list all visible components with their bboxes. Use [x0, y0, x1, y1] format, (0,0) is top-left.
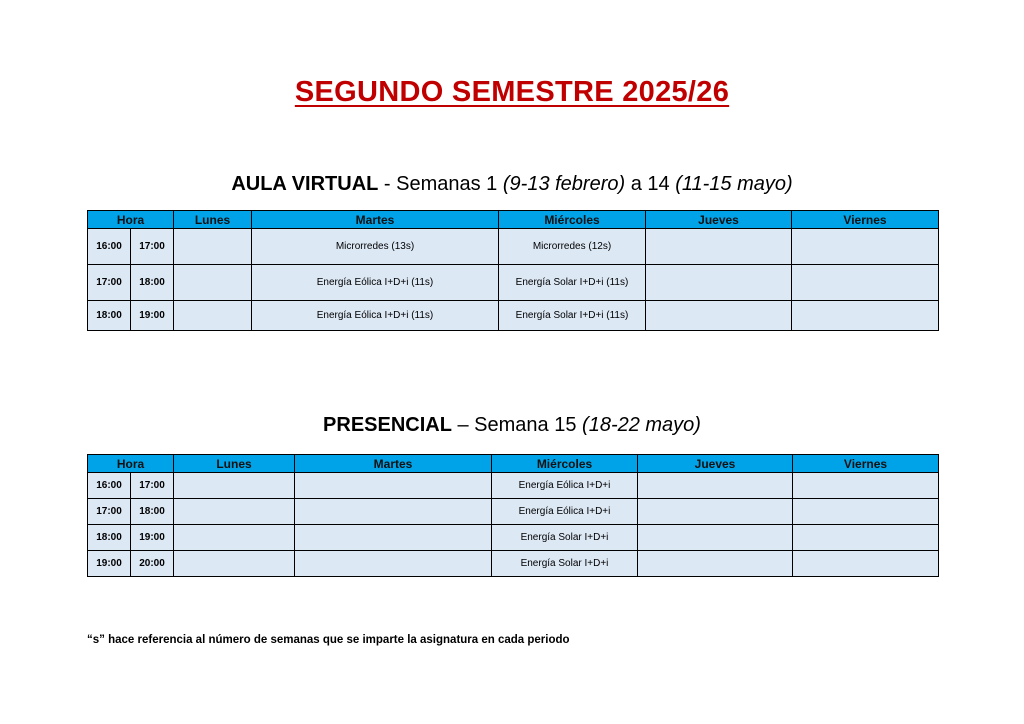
start-time: 17:00 [88, 499, 131, 525]
cell-viernes [792, 265, 939, 301]
footnote: “s” hace referencia al número de semanas que se imparte la asignatura en cada periodo [87, 634, 570, 646]
presencial-section-heading [0, 414, 1024, 437]
virtual-heading-label: AULA VIRTUAL [231, 173, 379, 195]
cell-miercoles: Energía Solar I+D+i [492, 525, 638, 551]
table-row [88, 229, 939, 265]
header-hora: Hora [88, 211, 174, 229]
cell-miercoles: Energía Solar I+D+i [492, 551, 638, 577]
cell-miercoles: Energía Eólica I+D+i [492, 473, 638, 499]
table-row [88, 473, 939, 499]
cell-viernes [793, 473, 939, 499]
cell-miercoles: Energía Solar I+D+i (11s) [499, 301, 646, 331]
header-lunes: Lunes [174, 455, 295, 473]
cell-lunes [174, 301, 252, 331]
header-hora: Hora [88, 455, 174, 473]
end-time: 18:00 [131, 499, 174, 525]
cell-miercoles: Microrredes (12s) [499, 229, 646, 265]
table-row [88, 265, 939, 301]
header-martes: Martes [295, 455, 492, 473]
cell-miercoles: Energía Eólica I+D+i [492, 499, 638, 525]
cell-viernes [793, 499, 939, 525]
cell-martes [295, 499, 492, 525]
cell-jueves [638, 551, 793, 577]
end-time: 20:00 [131, 551, 174, 577]
cell-martes: Energía Eólica I+D+i (11s) [252, 265, 499, 301]
header-martes: Martes [252, 211, 499, 229]
cell-jueves [638, 525, 793, 551]
start-time: 16:00 [88, 473, 131, 499]
virtual-heading-weeks: - Semanas 1 [378, 173, 503, 195]
start-time: 17:00 [88, 265, 131, 301]
presencial-heading-label: PRESENCIAL [323, 414, 452, 436]
virtual-heading-to: a 14 [625, 173, 676, 195]
table-header-row [88, 211, 939, 229]
virtual-heading-start-dates: (9-13 febrero) [502, 173, 626, 195]
end-time: 17:00 [131, 229, 174, 265]
presencial-schedule-table [87, 454, 939, 577]
cell-jueves [638, 499, 793, 525]
table-row [88, 499, 939, 525]
end-time: 19:00 [131, 301, 174, 331]
cell-viernes [792, 229, 939, 265]
header-lunes: Lunes [174, 211, 252, 229]
cell-lunes [174, 551, 295, 577]
cell-viernes [793, 525, 939, 551]
start-time: 18:00 [88, 525, 131, 551]
end-time: 17:00 [131, 473, 174, 499]
cell-jueves [646, 301, 792, 331]
page-title: SEGUNDO SEMESTRE 2025/26 [294, 76, 730, 108]
cell-lunes [174, 265, 252, 301]
header-jueves: Jueves [638, 455, 793, 473]
virtual-section-heading [0, 173, 1024, 196]
header-miercoles: Miércoles [499, 211, 646, 229]
header-viernes: Viernes [792, 211, 939, 229]
presencial-heading-dates: (18-22 mayo) [582, 414, 701, 436]
cell-martes: Microrredes (13s) [252, 229, 499, 265]
start-time: 19:00 [88, 551, 131, 577]
cell-lunes [174, 525, 295, 551]
cell-viernes [792, 301, 939, 331]
table-header-row [88, 455, 939, 473]
cell-martes: Energía Eólica I+D+i (11s) [252, 301, 499, 331]
header-viernes: Viernes [793, 455, 939, 473]
cell-jueves [638, 473, 793, 499]
end-time: 18:00 [131, 265, 174, 301]
table-row [88, 301, 939, 331]
cell-viernes [793, 551, 939, 577]
virtual-heading-end-dates: (11-15 mayo) [675, 173, 793, 195]
table-row [88, 525, 939, 551]
cell-martes [295, 473, 492, 499]
cell-lunes [174, 499, 295, 525]
end-time: 19:00 [131, 525, 174, 551]
cell-lunes [174, 229, 252, 265]
cell-lunes [174, 473, 295, 499]
cell-miercoles: Energía Solar I+D+i (11s) [499, 265, 646, 301]
cell-martes [295, 551, 492, 577]
cell-martes [295, 525, 492, 551]
header-miercoles: Miércoles [492, 455, 638, 473]
cell-jueves [646, 229, 792, 265]
header-jueves: Jueves [646, 211, 792, 229]
start-time: 16:00 [88, 229, 131, 265]
presencial-heading-week: – Semana 15 [451, 414, 583, 436]
virtual-schedule-table [87, 210, 939, 331]
table-row [88, 551, 939, 577]
cell-jueves [646, 265, 792, 301]
start-time: 18:00 [88, 301, 131, 331]
